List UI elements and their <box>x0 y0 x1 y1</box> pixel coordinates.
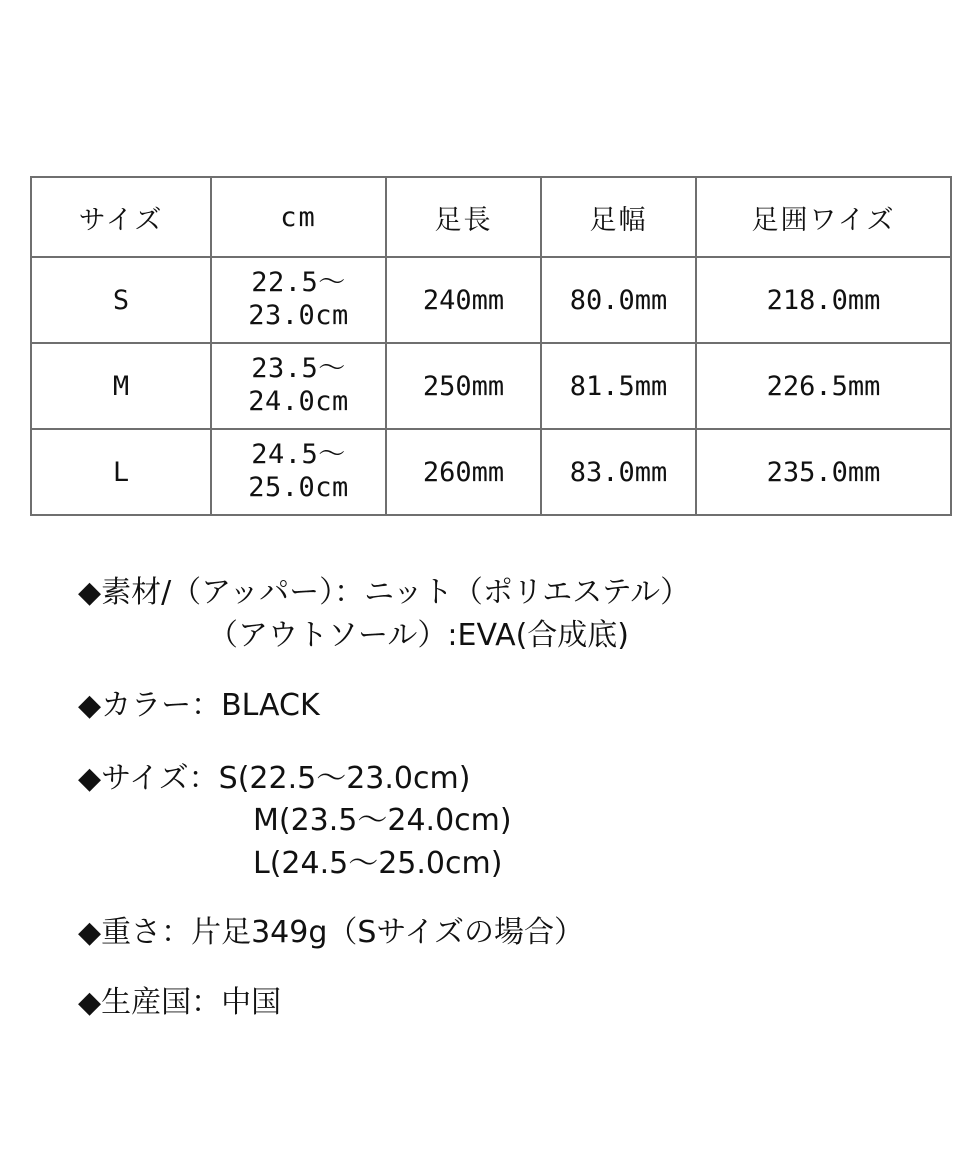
cell-cm-m-line1: 23.5〜 <box>251 353 346 385</box>
spec-material-line-2: （アウトソール）:EVA(合成底) <box>208 617 629 653</box>
cell-circumference-m: 226.5mm <box>696 343 951 429</box>
spec-weight-line-1: ◆重さ：片足349g（Sサイズの場合） <box>78 914 585 950</box>
cell-size-l: L <box>31 429 211 515</box>
spec-origin <box>78 982 938 1025</box>
cell-length-l: 260mm <box>386 429 541 515</box>
spec-origin-line-1: ◆生産国：中国 <box>78 985 282 1021</box>
cell-size-m: M <box>31 343 211 429</box>
spec-material <box>78 572 938 657</box>
cell-cm-l-line1: 24.5〜 <box>251 439 346 471</box>
spec-material-line-1: ◆素材/（アッパー）：ニット（ポリエステル） <box>78 575 691 610</box>
cell-cm-m-line2: 24.0cm <box>248 386 349 417</box>
cell-width-m: 81.5mm <box>541 343 696 429</box>
header-cm: cm <box>211 177 386 257</box>
table-row <box>31 429 951 515</box>
size-table <box>30 176 952 516</box>
header-foot-length: 足長 <box>386 177 541 257</box>
header-size: サイズ <box>31 177 211 257</box>
cell-cm-s-line2: 23.0cm <box>248 300 349 331</box>
cell-length-s: 240mm <box>386 257 541 343</box>
size-table-container <box>30 176 950 516</box>
size-table-body <box>31 257 951 515</box>
cell-cm-s-line1: 22.5〜 <box>251 267 346 299</box>
header-foot-width: 足幅 <box>541 177 696 257</box>
cell-width-l: 83.0mm <box>541 429 696 515</box>
cell-cm-s <box>211 257 386 343</box>
spec-color-line-1: ◆カラー：BLACK <box>78 688 320 724</box>
size-table-head <box>31 177 951 257</box>
spec-size-line-1: ◆サイズ：S(22.5〜23.0cm) <box>78 760 471 796</box>
spec-size-line-3: L(24.5〜25.0cm) <box>253 845 503 881</box>
header-foot-circumference: 足囲ワイズ <box>696 177 951 257</box>
table-row <box>31 257 951 343</box>
cell-circumference-l: 235.0mm <box>696 429 951 515</box>
spec-size-line-2: M(23.5〜24.0cm) <box>253 803 512 839</box>
cell-width-s: 80.0mm <box>541 257 696 343</box>
cell-length-m: 250mm <box>386 343 541 429</box>
cell-circumference-s: 218.0mm <box>696 257 951 343</box>
spec-weight <box>78 912 938 955</box>
cell-cm-l-line2: 25.0cm <box>248 472 349 503</box>
cell-cm-m <box>211 343 386 429</box>
table-header-row <box>31 177 951 257</box>
spec-color <box>78 685 938 728</box>
cell-cm-l <box>211 429 386 515</box>
spec-list <box>78 572 938 1049</box>
cell-size-s: S <box>31 257 211 343</box>
table-row <box>31 343 951 429</box>
spec-size <box>78 758 938 886</box>
